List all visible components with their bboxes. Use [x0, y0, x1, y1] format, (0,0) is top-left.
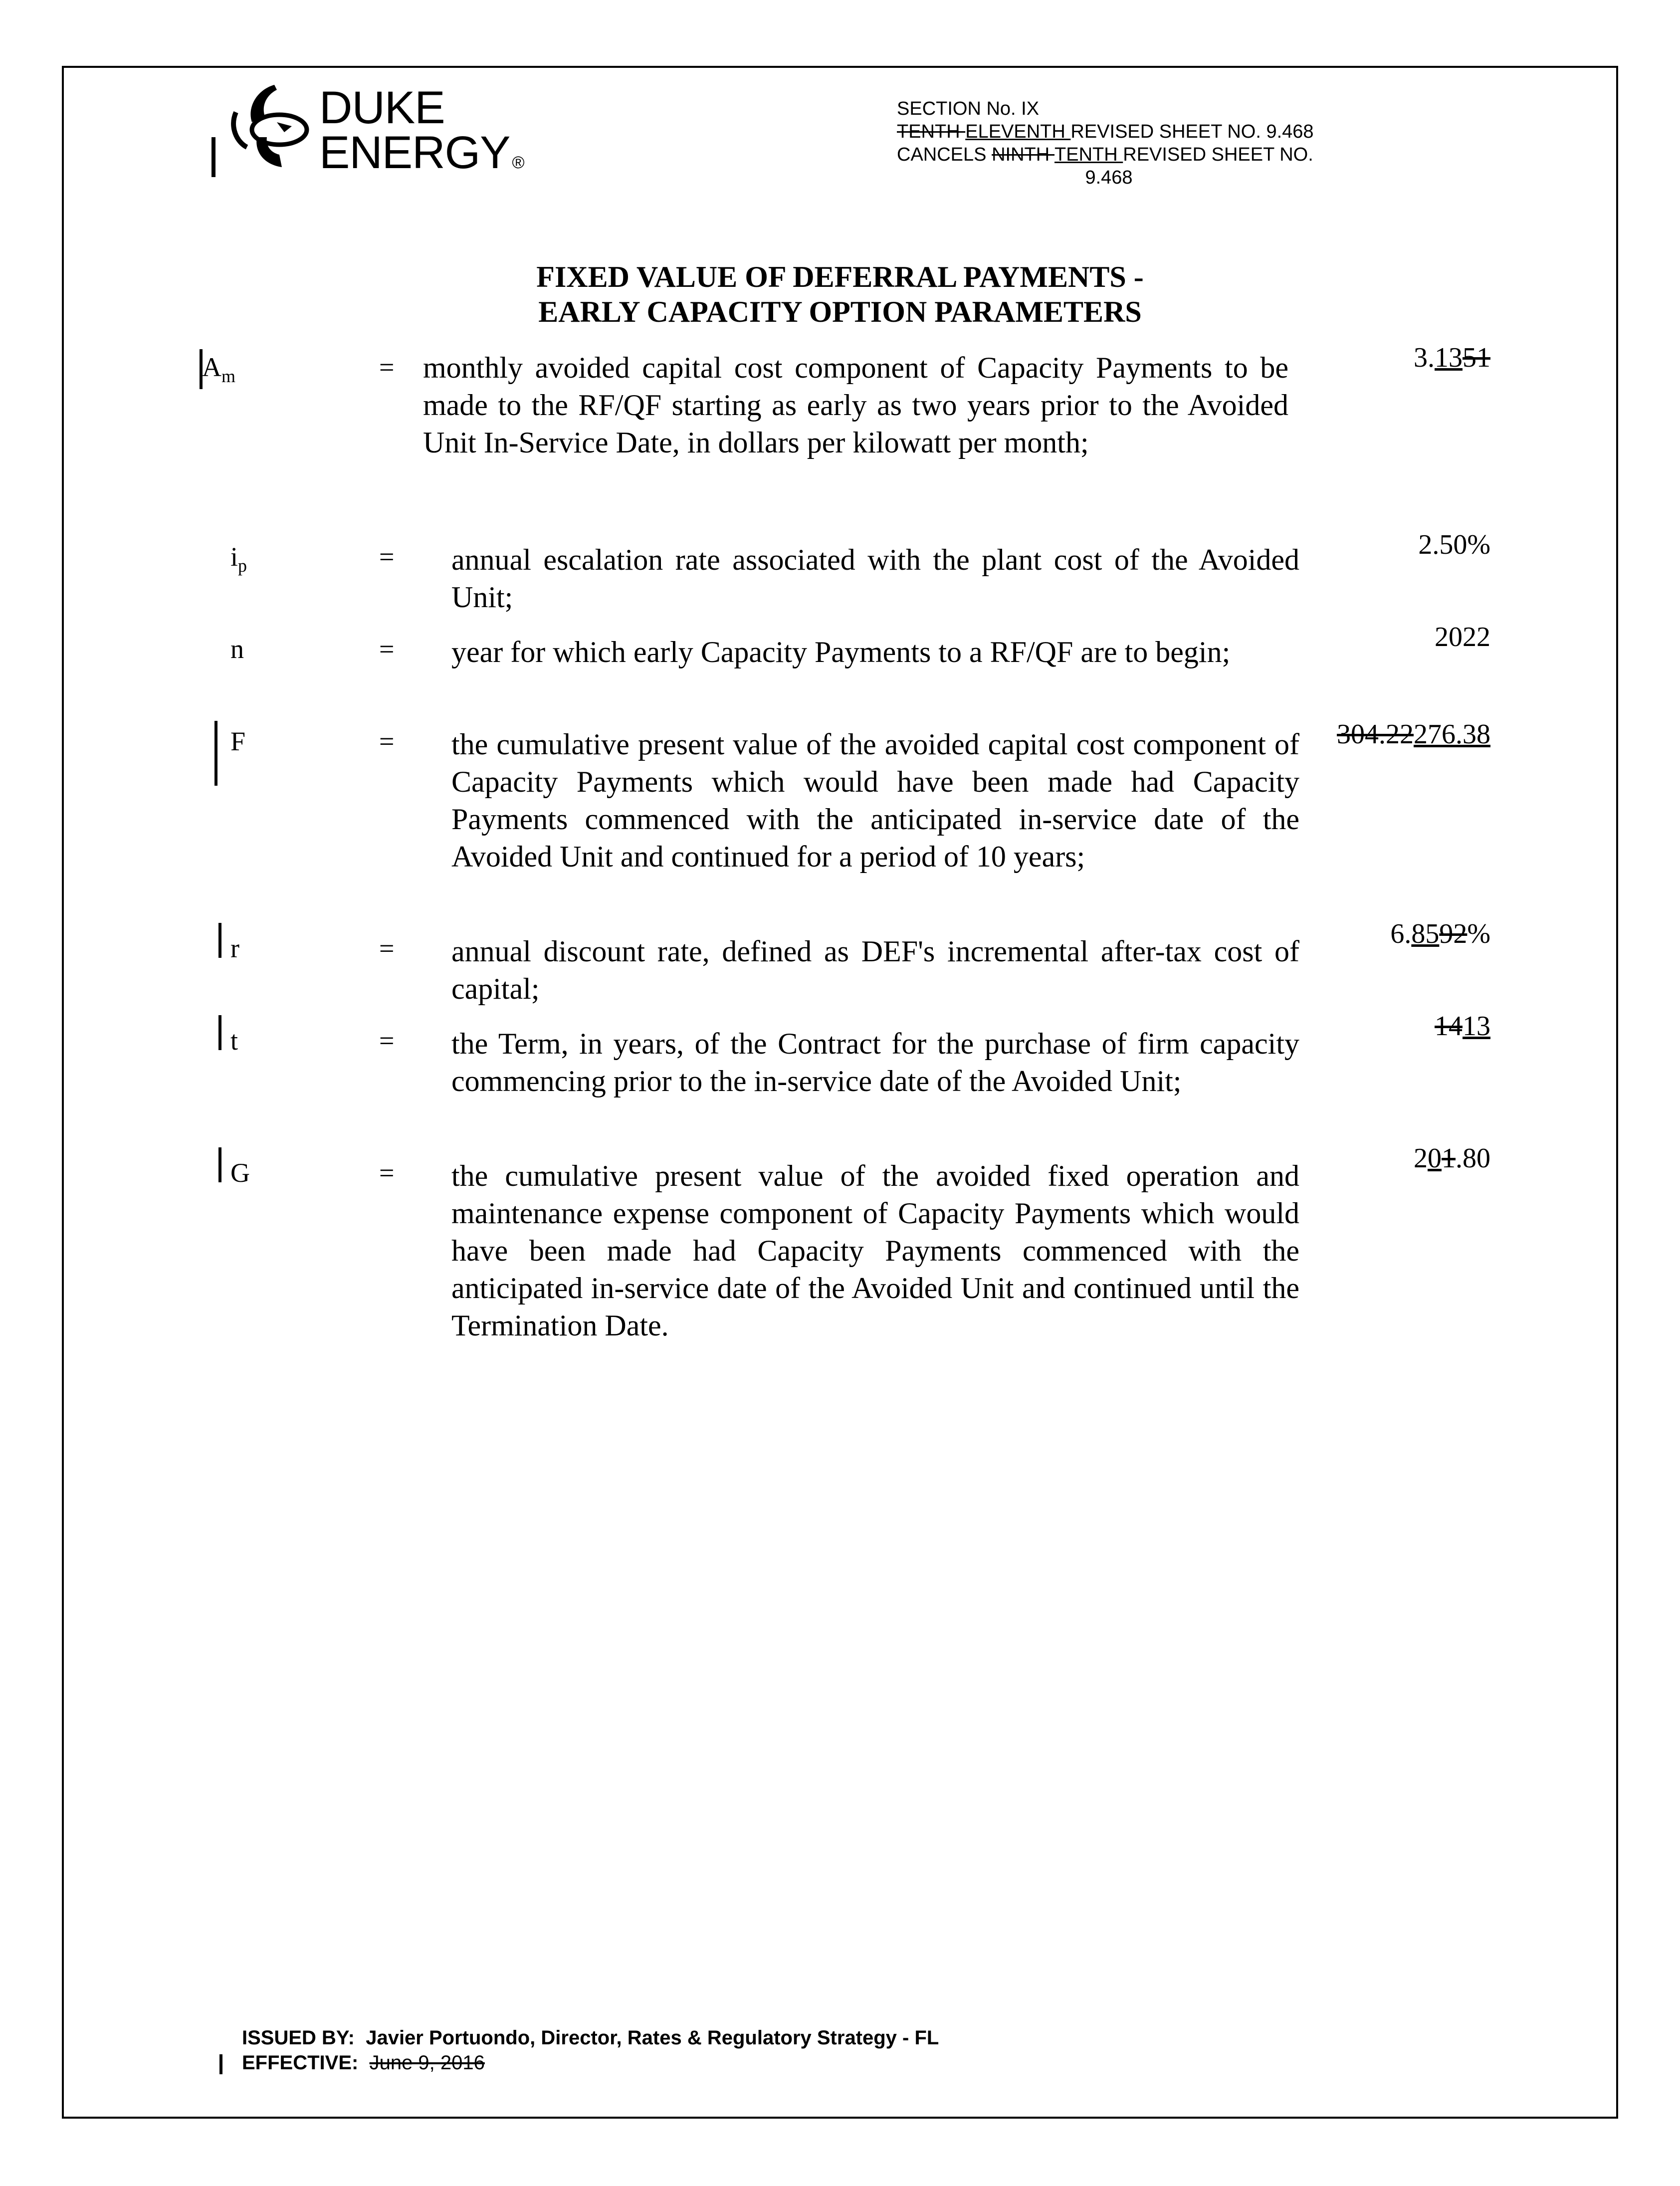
issued-by-line: [242, 2025, 939, 2050]
param-symbol: $A_m$: [202, 352, 236, 386]
param-value: 3.1351: [1414, 342, 1490, 373]
revision-bar: [218, 1147, 221, 1182]
revised-sheet-line: [897, 120, 1396, 143]
equals-sign: =: [379, 1158, 395, 1188]
section-number: SECTION No. IX: [897, 98, 1040, 119]
param-value: 304.22276.38: [1337, 719, 1490, 750]
issued-by-value: Javier Portuondo, Director, Rates & Regulatory Strategy - FL: [366, 2027, 939, 2049]
cancels-rest-text: REVISED SHEET NO.: [1123, 144, 1313, 165]
param-value: 201.80: [1414, 1143, 1490, 1174]
effective-date-struck: June 9, 2016: [369, 2052, 485, 2074]
cancels-label: CANCELS: [897, 144, 992, 165]
equals-sign: =: [379, 933, 395, 963]
param-value: 1413: [1435, 1011, 1490, 1042]
param-symbol: F: [230, 726, 246, 756]
revision-bar: [214, 721, 217, 786]
param-symbol: r: [230, 933, 239, 963]
param-value: 6.8592%: [1390, 918, 1490, 949]
logo-line-1: DUKE: [319, 82, 445, 133]
param-description: monthly avoided capital cost component of Capacity Payments to be made to the RF/QF starting as early as two years prior to the Avoided Unit In-Service Date, in dollars per kilowatt per month;: [423, 351, 1288, 459]
param-description: annual escalation rate associated with the plant cost of the Avoided Unit;: [451, 543, 1299, 614]
revision-bar: [219, 2054, 222, 2074]
revision-bar: [211, 137, 215, 177]
effective-label: EFFECTIVE:: [242, 2052, 359, 2074]
revision-bar: [218, 1015, 221, 1050]
equals-sign: =: [379, 542, 395, 572]
param-description: the Term, in years, of the Contract for the purchase of firm capacity commencing prior to the in-service date of the Avoided Unit;: [451, 1027, 1299, 1097]
revised-new-text: ELEVENTH: [965, 121, 1071, 142]
document-title: [0, 259, 1680, 329]
logo-wordmark: [319, 82, 524, 185]
param-symbol: $i_p$: [230, 542, 247, 576]
registered-mark: ®: [512, 153, 524, 172]
cancels-new-text: TENTH: [1054, 144, 1123, 165]
param-description: year for which early Capacity Payments to a RF/QF are to begin;: [451, 636, 1231, 668]
revision-bar: [218, 923, 221, 958]
equals-sign: =: [379, 1026, 395, 1056]
effective-line: [242, 2050, 939, 2075]
cancels-struck-text: NINTH: [992, 144, 1055, 165]
param-description: the cumulative present value of the avoided fixed operation and maintenance expense component of Capacity Payments which would have been made had Capacity Payments commenced with the anticipated in-service date of the Avoided Unit and continued until the Termination Date.: [451, 1159, 1299, 1342]
revised-rest-text: REVISED SHEET NO. 9.468: [1070, 121, 1314, 142]
param-symbol: n: [230, 634, 244, 664]
title-line-1: FIXED VALUE OF DEFERRAL PAYMENTS -: [536, 260, 1144, 293]
revised-struck-text: TENTH: [897, 121, 966, 142]
param-description: annual discount rate, defined as DEF's incremental after-tax cost of capital;: [451, 935, 1299, 1005]
equals-sign: =: [379, 352, 395, 382]
equals-sign: =: [379, 634, 395, 664]
duke-energy-logo: [210, 82, 559, 187]
logo-line-2: ENERGY: [319, 127, 510, 178]
param-value: 2.50%: [1418, 529, 1490, 560]
sheet-identification: [897, 97, 1396, 189]
footer: [242, 2025, 939, 2075]
cancels-sheet-line: [897, 143, 1396, 166]
param-description: the cumulative present value of the avoided capital cost component of Capacity Payments which would have been made had Capacity Payments commenced with the anticipated in-service date of the Avoided Unit and continued for a period of 10 years;: [451, 728, 1299, 873]
param-value: 2022: [1435, 622, 1490, 653]
param-symbol: G: [230, 1158, 250, 1188]
title-line-2: EARLY CAPACITY OPTION PARAMETERS: [538, 295, 1142, 328]
param-symbol: t: [230, 1026, 238, 1056]
issued-by-label: ISSUED BY:: [242, 2027, 355, 2049]
equals-sign: =: [379, 726, 395, 756]
duke-energy-logo-icon: [227, 82, 312, 177]
cancels-sheet-number: 9.468: [1085, 167, 1133, 188]
